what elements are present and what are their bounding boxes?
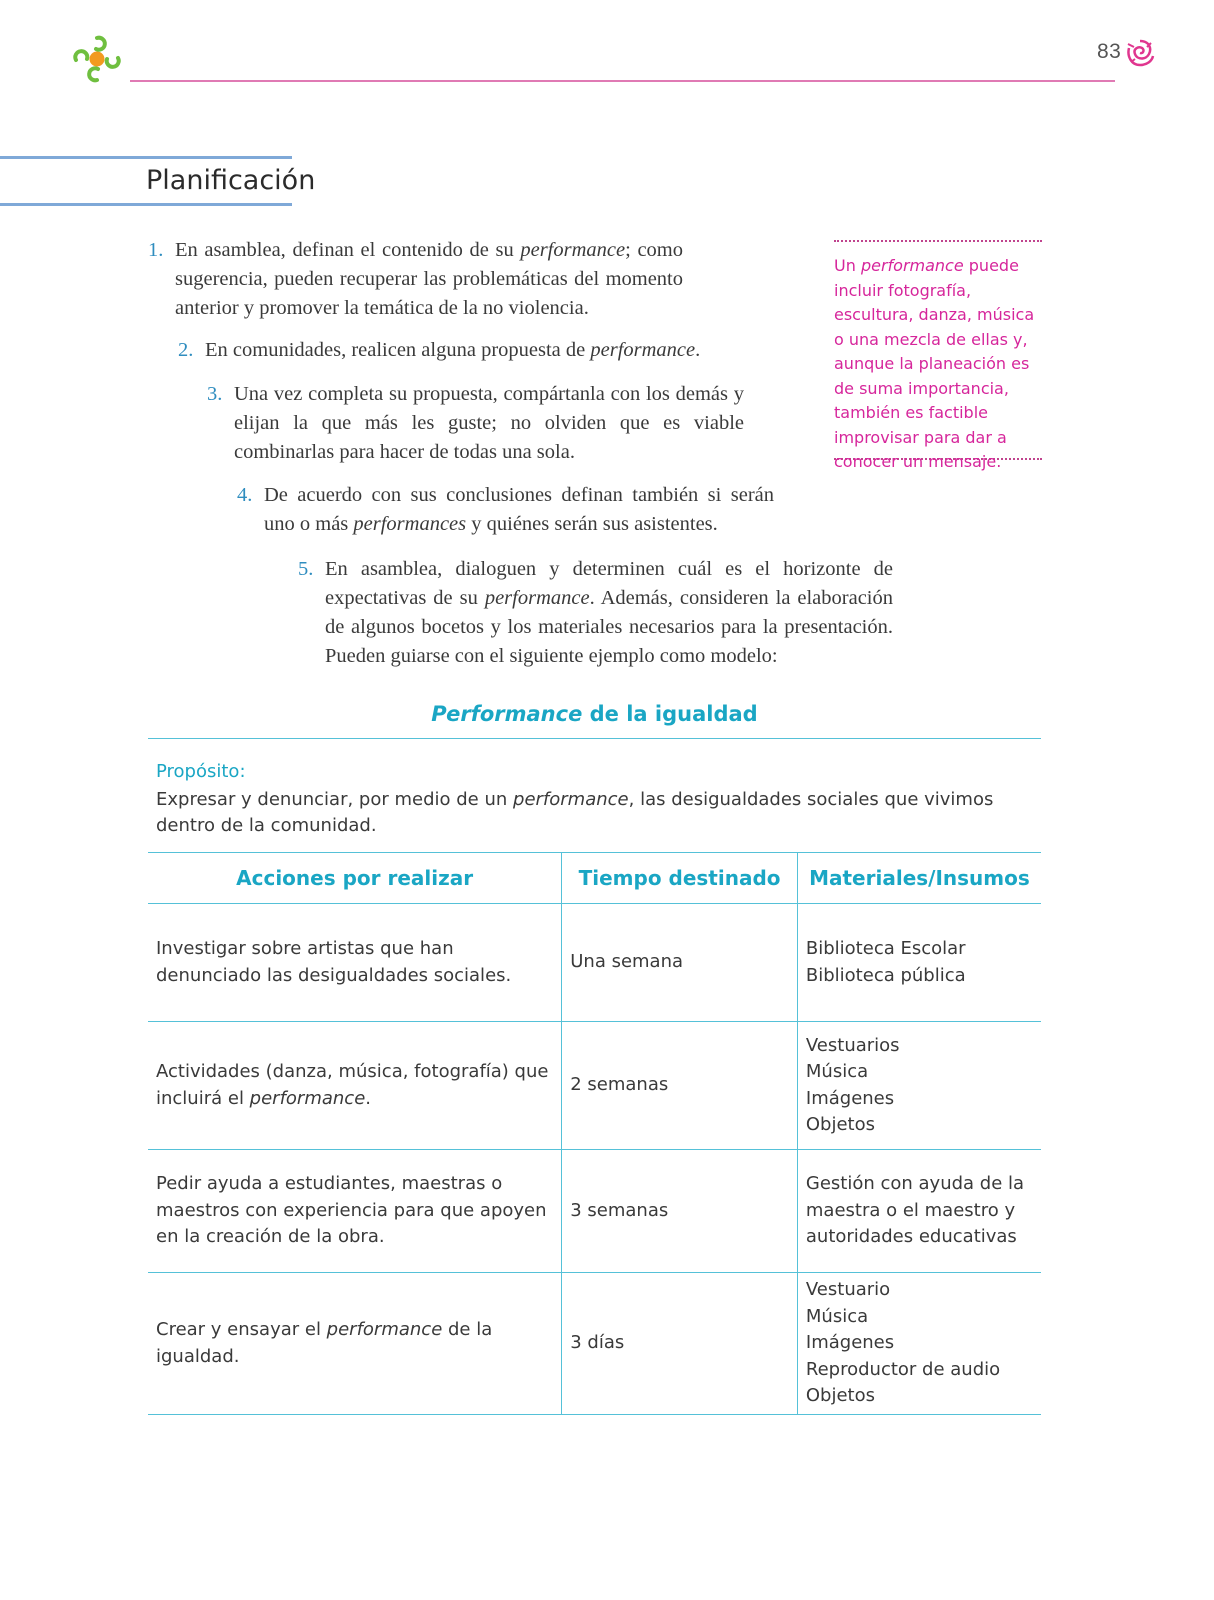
purpose-label: Propósito: — [156, 761, 246, 782]
step-number: 1. — [148, 239, 164, 261]
step-5 — [298, 555, 894, 671]
purpose-section — [148, 738, 1041, 853]
section-title: Planificación — [146, 165, 316, 196]
header-time: Tiempo destinado — [562, 853, 798, 904]
action-cell: Investigar sobre artistas que han denunciado las desigualdades sociales. — [148, 904, 562, 1022]
step-italic: performance — [484, 587, 590, 609]
step-text: En comunidades, realicen alguna propuesta de — [205, 339, 591, 361]
action-cell — [148, 1022, 562, 1150]
table-header-row — [148, 853, 1041, 904]
header-actions: Acciones por realizar — [148, 853, 562, 904]
time-cell: Una semana — [562, 904, 798, 1022]
materials-cell — [797, 1273, 1041, 1415]
action-text: . — [365, 1087, 371, 1109]
step-text: ; como sugerencia, pueden recuperar las problemáticas del momento anterior y promover la temática de la no violencia. — [175, 239, 683, 319]
materials-cell — [797, 904, 1041, 1022]
table-title — [148, 702, 1041, 726]
material-item: Objetos — [805, 1385, 876, 1407]
material-item: Biblioteca pública — [805, 964, 966, 986]
step-number: 5. — [298, 558, 314, 580]
side-note — [834, 240, 1042, 471]
action-cell — [148, 1273, 562, 1415]
material-item: maestra o el maestro y — [805, 1199, 1016, 1221]
action-text: de la igualdad. — [156, 1319, 493, 1367]
material-item: Música — [805, 1305, 869, 1327]
step-text: . Además, consideren la elaboración de algunos bocetos y los materiales necesarios para la presentación. Pueden guiarse con el siguiente ejemplo como modelo: — [325, 587, 894, 667]
flower-logo-icon — [72, 34, 122, 84]
time-cell: 2 semanas — [562, 1022, 798, 1150]
time-cell: 3 días — [562, 1273, 798, 1415]
step-italic: performance — [590, 339, 696, 361]
step-text: y quiénes serán sus asistentes. — [466, 513, 718, 535]
table-row — [148, 904, 1041, 1022]
table-title-italic: Performance — [431, 702, 583, 726]
plan-table — [148, 852, 1041, 1415]
action-italic: performance — [249, 1087, 366, 1109]
note-text-part: puede incluir fotografía, escultura, danza, música o una mezcla de ellas y, aunque la planeación es de suma importancia, también es factible improvisar para dar a conocer un mensaje. — [834, 256, 1035, 471]
table-row — [148, 1150, 1041, 1273]
step-1 — [148, 236, 683, 323]
step-2 — [178, 336, 745, 365]
purpose-text-part: , las desigualdades sociales que vivimos dentro de la comunidad. — [156, 789, 994, 836]
materials-cell — [797, 1150, 1041, 1273]
material-item: Imágenes — [805, 1087, 895, 1109]
action-cell: Pedir ayuda a estudiantes, maestras o maestros con experiencia para que apoyen en la creación de la obra. — [148, 1150, 562, 1273]
step-text: Una vez completa su propuesta, compártanla con los demás y elijan la que más les guste; no olviden que es viable combinarlas para hacer de todas una sola. — [234, 383, 744, 463]
note-text-part: Un — [834, 256, 861, 275]
material-item: Imágenes — [805, 1332, 895, 1354]
step-text: De acuerdo con sus conclusiones definan también si serán uno o más — [264, 484, 774, 535]
step-number: 3. — [207, 383, 223, 405]
table-row — [148, 1273, 1041, 1415]
pink-glyph-icon — [1125, 38, 1155, 68]
purpose-italic: performance — [513, 789, 629, 810]
note-italic: performance — [860, 256, 964, 275]
material-item: Vestuarios — [805, 1034, 900, 1056]
action-text: Crear y ensayar el — [156, 1319, 327, 1340]
action-text: Actividades (danza, música, fotografía) que incluirá el — [156, 1061, 549, 1109]
action-italic: performance — [326, 1319, 443, 1340]
step-text: . — [695, 339, 701, 361]
materials-cell — [797, 1022, 1041, 1150]
material-item: Gestión con ayuda de la — [805, 1173, 1025, 1195]
material-item: Música — [805, 1061, 869, 1082]
step-text: En asamblea, dialoguen y determinen cuál es el horizonte de expectativas de su — [325, 558, 893, 609]
table-title-rest: de la igualdad — [582, 702, 758, 726]
purpose-text — [156, 787, 1016, 839]
step-3 — [207, 380, 744, 467]
side-note-text — [834, 254, 1042, 475]
material-item: Objetos — [805, 1114, 876, 1135]
step-4 — [237, 481, 774, 539]
material-item: Biblioteca Escolar — [805, 938, 966, 959]
step-number: 2. — [178, 339, 194, 361]
step-number: 4. — [237, 484, 253, 506]
purpose-text-part: Expresar y denunciar, por medio de un — [156, 789, 514, 810]
header-materials: Materiales/Insumos — [797, 853, 1041, 904]
header-rule — [130, 80, 1115, 82]
section-title-band — [0, 156, 316, 206]
material-item: Reproductor de audio — [805, 1358, 1001, 1380]
step-text: En asamblea, definan el contenido de su — [175, 239, 521, 261]
material-item: Vestuario — [805, 1279, 891, 1301]
page-number: 83 — [1097, 40, 1122, 63]
step-italic: performances — [353, 513, 467, 535]
step-italic: performance — [520, 239, 626, 261]
table-row — [148, 1022, 1041, 1150]
time-cell: 3 semanas — [562, 1150, 798, 1273]
material-item: autoridades educativas — [805, 1226, 1017, 1248]
